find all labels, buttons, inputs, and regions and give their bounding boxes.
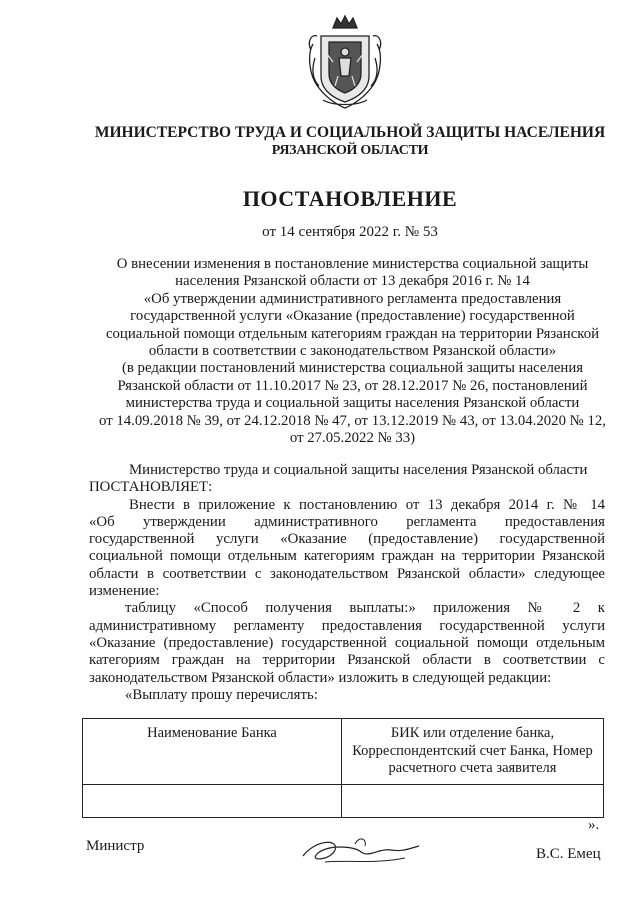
document-title: ПОСТАНОВЛЕНИЕ [242, 186, 458, 211]
body-line: социальной помощи отдельным категориям граждан на территории Рязанской [89, 548, 605, 565]
handwritten-signature [295, 826, 425, 876]
body-line: «Выплату прошу перечислять: [125, 686, 318, 703]
body-line: административному регламенту предоставления государственной услуги [89, 617, 605, 634]
body-paragraph-preamble: Министерство труда и социальной защиты населения Рязанской области [129, 462, 588, 478]
subject-line: О внесении изменения в постановление министерства социальной защиты [116, 256, 589, 272]
subject-line: населения Рязанской области от 13 декабря 2016 г. № 14 [175, 273, 530, 290]
header-line: Корреспондентский счет Банка, Номер [352, 742, 593, 759]
subject-line: государственной услуги «Оказание (предоставление) государственной [130, 308, 575, 325]
table-header-row [83, 719, 604, 785]
subject-line: области в соответствии с законодательством Рязанской области» [148, 343, 557, 360]
body-line: изменение: [89, 583, 160, 600]
coat-of-arms-emblem [305, 14, 385, 110]
body-text [89, 462, 605, 704]
table-cell-empty [83, 784, 342, 817]
body-line: государственной услуги «Оказание (предоставление) государственной [89, 531, 605, 548]
closing-quote: ». [588, 817, 600, 833]
body-line: таблицу «Способ получения выплаты:» приложения № 2 к [125, 600, 605, 617]
document-subject [80, 256, 625, 447]
header-line: БИК или отделение банка, [390, 725, 555, 741]
body-line: Внести в приложение к постановлению от 13 декабря 2014 г. № 14 [129, 496, 605, 513]
ministry-name-line2: РЯЗАНСКОЙ ОБЛАСТИ [271, 143, 429, 158]
subject-line: министерства труда и социальной защиты населения Рязанской области [125, 395, 580, 412]
subject-line: Рязанской области от 11.10.2017 № 23, от 28.12.2017 № 26, постановлений [117, 377, 588, 394]
subject-line: социальной помощи отдельным категориям граждан на территории Рязанской [105, 325, 600, 342]
subject-line: от 14.09.2018 № 39, от 24.12.2018 № 47, от 13.12.2019 № 43, от 13.04.2020 № 12, [99, 412, 606, 429]
body-line: области в соответствии с законодательством Рязанской области» следующее [89, 565, 605, 582]
ministry-name-line1: МИНИСТЕРСТВО ТРУДА И СОЦИАЛЬНОЙ ЗАЩИТЫ НАСЕЛЕНИЯ [94, 124, 606, 141]
table-cell-empty [342, 784, 604, 817]
table-header-bank-name: Наименование Банка [83, 719, 342, 785]
subject-line: (в редакции постановлений министерства социальной защиты населения [121, 360, 584, 377]
table-header-bank-details [342, 719, 604, 785]
signatory-position: Министр [86, 838, 145, 854]
signatory-name: В.С. Емец [536, 846, 601, 862]
body-line: «Об утверждении административного регламента предоставления [89, 513, 605, 530]
header-line: расчетного счета заявителя [388, 760, 557, 776]
body-paragraph-resolves: ПОСТАНОВЛЯЕТ: [89, 479, 213, 496]
document-date-number: от 14 сентября 2022 г. № 53 [262, 224, 438, 240]
body-line: категориям граждан на территории Рязанской области в соответствии с [89, 652, 605, 669]
subject-line: «Об утверждении административного регламента предоставления [143, 290, 562, 307]
body-line: «Оказание (предоставление) государственной социальной помощи отдельным [89, 634, 605, 651]
body-line: законодательством Рязанской области» изложить в следующей редакции: [89, 669, 552, 686]
table-row [83, 784, 604, 817]
subject-line: от 27.05.2022 № 33) [289, 430, 416, 447]
bank-details-table [82, 718, 604, 818]
